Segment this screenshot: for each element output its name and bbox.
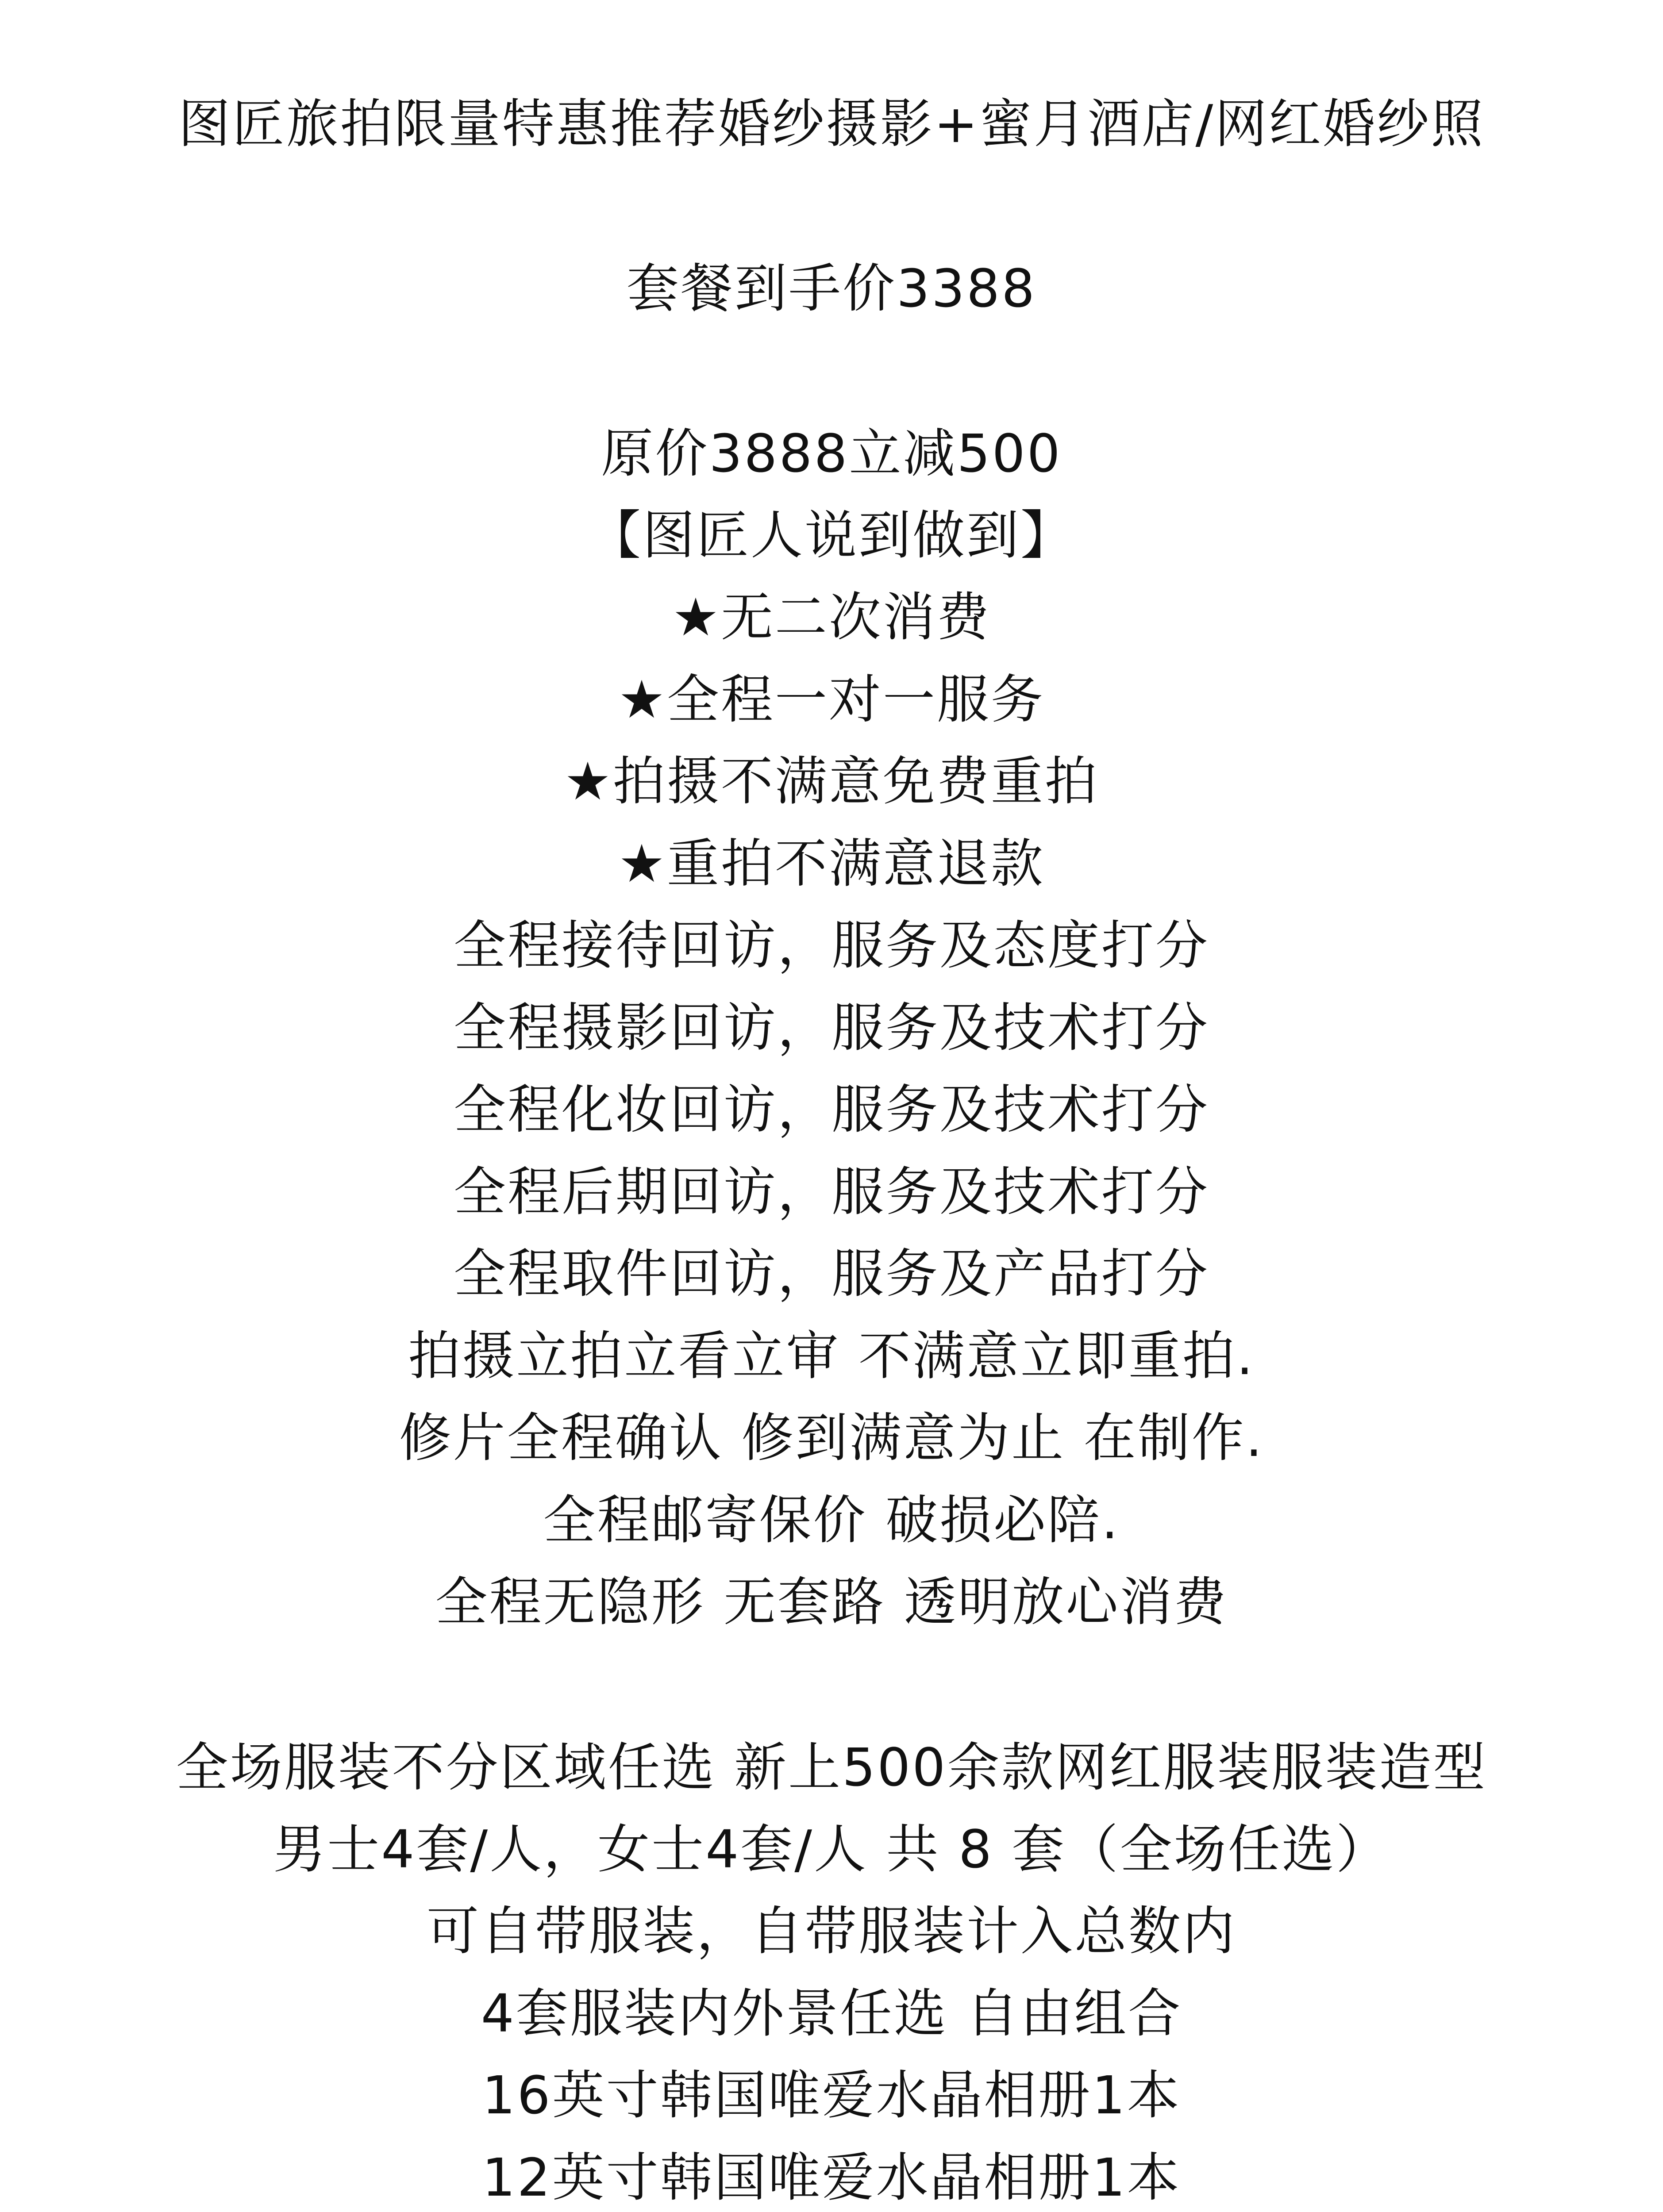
package-item: 男士4套/人，女士4套/人 共 8 套（全场任选） xyxy=(273,1819,1390,1880)
package-item: 16英寸韩国唯爱水晶相册1本 xyxy=(482,2065,1181,2126)
followup-item: 全程接待回访，服务及态度打分 xyxy=(453,915,1209,976)
promise-item: ★拍摄不满意免费重拍 xyxy=(564,751,1099,812)
headline: 图匠旅拍限量特惠推荐婚纱摄影+蜜月酒店/网红婚纱照 xyxy=(178,93,1485,154)
followup-item: 全程取件回访，服务及产品打分 xyxy=(453,1243,1209,1304)
followup-item: 全程摄影回访，服务及技术打分 xyxy=(453,997,1209,1058)
package-item: 12英寸韩国唯爱水晶相册1本 xyxy=(482,2147,1181,2208)
promise-item: ★无二次消费 xyxy=(672,587,991,648)
service-note: 全程邮寄保价 破损必陪. xyxy=(543,1490,1120,1551)
service-note: 拍摄立拍立看立审 不满意立即重拍. xyxy=(408,1325,1255,1386)
promise-item: ★全程一对一服务 xyxy=(618,669,1045,730)
promise-title: 【图匠人说到做到】 xyxy=(588,505,1074,566)
followup-item: 全程化妆回访，服务及技术打分 xyxy=(453,1079,1209,1140)
original-price: 原价3888立减500 xyxy=(601,423,1062,484)
promise-item: ★重拍不满意退款 xyxy=(618,833,1045,894)
package-item: 4套服装内外景任选 自由组合 xyxy=(481,1983,1182,2044)
package-price: 套餐到手价3388 xyxy=(626,258,1037,319)
service-note: 全程无隐形 无套路 透明放心消费 xyxy=(435,1571,1228,1632)
package-item: 全场服装不分区域任选 新上500余款网红服装服装造型 xyxy=(176,1737,1487,1798)
followup-item: 全程后期回访，服务及技术打分 xyxy=(453,1161,1209,1222)
package-item: 可自带服装，自带服装计入总数内 xyxy=(426,1901,1236,1962)
service-note: 修片全程确认 修到满意为止 在制作. xyxy=(399,1407,1264,1468)
